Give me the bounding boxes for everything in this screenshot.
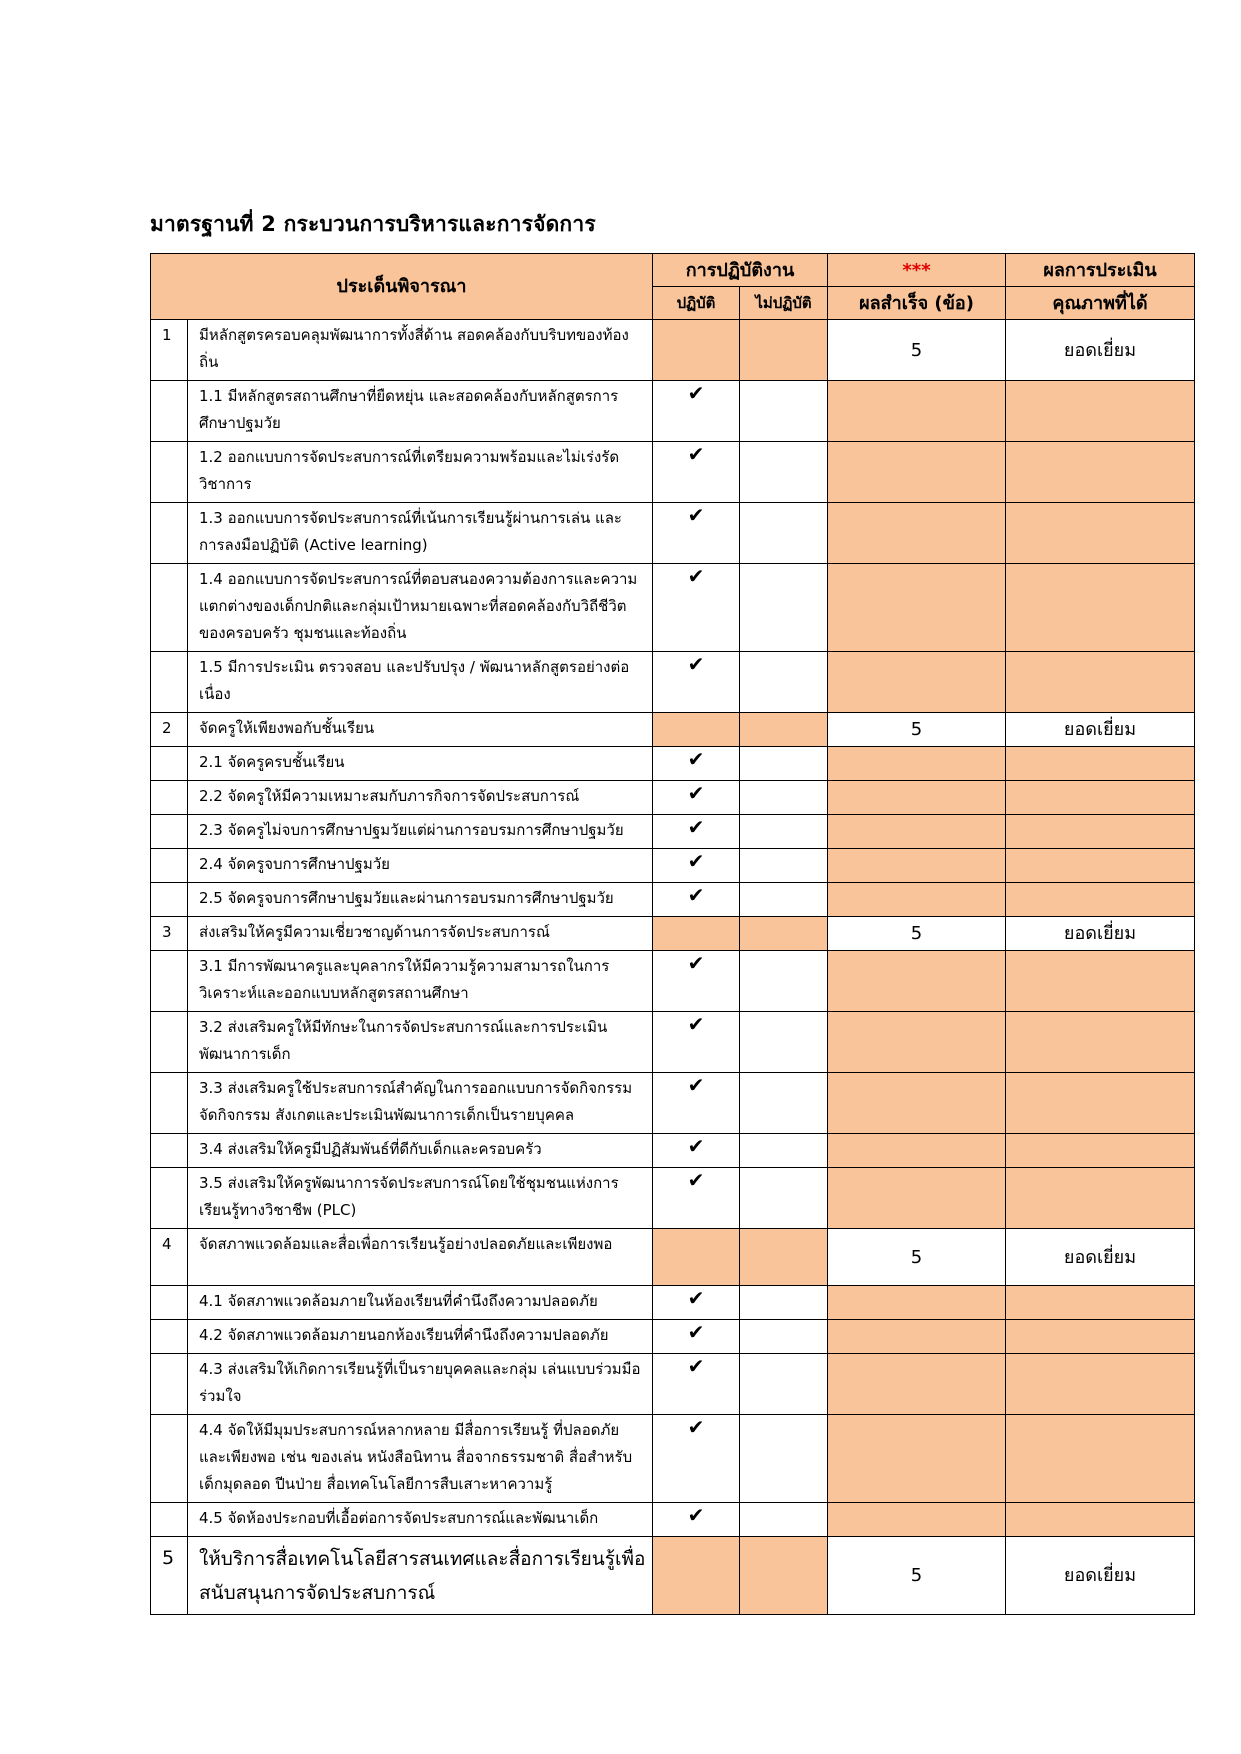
row-number: [151, 883, 188, 917]
row-text: ให้บริการสื่อเทคโนโลยีสารสนเทศและสื่อการเรียนรู้เพื่อสนับสนุนการจัดประสบการณ์: [188, 1537, 653, 1615]
check-icon: ✔: [687, 1286, 705, 1310]
row-text: 2.2 จัดครูให้มีความเหมาะสมกับภารกิจการจัดประสบการณ์: [188, 781, 653, 815]
success-count: [828, 1286, 1006, 1320]
quality-result: ยอดเยี่ยม: [1006, 320, 1195, 381]
criterion-row: [151, 1537, 1195, 1615]
success-count: [828, 1503, 1006, 1537]
quality-result: [1006, 1503, 1195, 1537]
success-count: [828, 1415, 1006, 1503]
not-done-cell: [740, 320, 828, 381]
row-number: [151, 1503, 188, 1537]
row-number: 5: [151, 1537, 188, 1615]
quality-result: [1006, 747, 1195, 781]
not-done-cell: [740, 781, 828, 815]
indicator-row: [151, 849, 1195, 883]
row-number: [151, 1073, 188, 1134]
success-count: [828, 951, 1006, 1012]
criterion-row: [151, 320, 1195, 381]
check-icon: ✔: [687, 781, 705, 805]
quality-result: [1006, 442, 1195, 503]
quality-result: [1006, 883, 1195, 917]
row-text: 3.3 ส่งเสริมครูใช้ประสบการณ์สำคัญในการออกแบบการจัดกิจกรรม จัดกิจกรรม สังเกตและประเมินพัฒนาการเด็กเป็นรายบุคคล: [188, 1073, 653, 1134]
check-icon: ✔: [687, 1354, 705, 1378]
done-cell: [653, 1286, 740, 1320]
row-number: [151, 747, 188, 781]
check-icon: ✔: [687, 1134, 705, 1158]
done-cell: [653, 652, 740, 713]
row-text: 3.4 ส่งเสริมให้ครูมีปฏิสัมพันธ์ที่ดีกับเด็กและครอบครัว: [188, 1134, 653, 1168]
done-cell: [653, 1537, 740, 1615]
header-result-line2: คุณภาพที่ได้: [1006, 287, 1195, 320]
success-count: [828, 1073, 1006, 1134]
indicator-row: [151, 442, 1195, 503]
done-cell: [653, 917, 740, 951]
row-text: 4.5 จัดห้องประกอบที่เอื้อต่อการจัดประสบการณ์และพัฒนาเด็ก: [188, 1503, 653, 1537]
done-cell: [653, 1073, 740, 1134]
check-icon: ✔: [687, 1415, 705, 1439]
row-number: [151, 503, 188, 564]
done-cell: [653, 1012, 740, 1073]
not-done-cell: [740, 1134, 828, 1168]
success-count: 5: [828, 320, 1006, 381]
done-cell: [653, 1320, 740, 1354]
header-topic: ประเด็นพิจารณา: [151, 254, 653, 320]
header-stars: ***: [828, 254, 1006, 287]
row-text: 4.1 จัดสภาพแวดล้อมภายในห้องเรียนที่คำนึงถึงความปลอดภัย: [188, 1286, 653, 1320]
done-cell: [653, 815, 740, 849]
row-text: ส่งเสริมให้ครูมีความเชี่ยวชาญด้านการจัดประสบการณ์: [188, 917, 653, 951]
row-text: 4.2 จัดสภาพแวดล้อมภายนอกห้องเรียนที่คำนึงถึงความปลอดภัย: [188, 1320, 653, 1354]
quality-result: ยอดเยี่ยม: [1006, 1537, 1195, 1615]
row-text: จัดครูให้เพียงพอกับชั้นเรียน: [188, 713, 653, 747]
check-icon: ✔: [687, 849, 705, 873]
header-not-done: ไม่ปฏิบัติ: [740, 287, 828, 320]
quality-result: [1006, 849, 1195, 883]
check-icon: ✔: [687, 815, 705, 839]
row-number: [151, 381, 188, 442]
row-number: 3: [151, 917, 188, 951]
not-done-cell: [740, 849, 828, 883]
row-text: 3.2 ส่งเสริมครูให้มีทักษะในการจัดประสบการณ์และการประเมินพัฒนาการเด็ก: [188, 1012, 653, 1073]
quality-result: [1006, 815, 1195, 849]
check-icon: ✔: [687, 951, 705, 975]
header-practice: การปฏิบัติงาน: [653, 254, 828, 287]
indicator-row: [151, 1503, 1195, 1537]
not-done-cell: [740, 1503, 828, 1537]
check-icon: ✔: [687, 1168, 705, 1192]
done-cell: [653, 381, 740, 442]
indicator-row: [151, 503, 1195, 564]
indicator-row: [151, 781, 1195, 815]
row-text: 2.3 จัดครูไม่จบการศึกษาปฐมวัยแต่ผ่านการอบรมการศึกษาปฐมวัย: [188, 815, 653, 849]
success-count: [828, 883, 1006, 917]
check-icon: ✔: [687, 1320, 705, 1344]
done-cell: [653, 781, 740, 815]
indicator-row: [151, 1134, 1195, 1168]
done-cell: [653, 442, 740, 503]
indicator-row: [151, 564, 1195, 652]
row-number: [151, 1320, 188, 1354]
row-number: 2: [151, 713, 188, 747]
success-count: [828, 1012, 1006, 1073]
quality-result: [1006, 1012, 1195, 1073]
indicator-row: [151, 815, 1195, 849]
success-count: 5: [828, 713, 1006, 747]
success-count: 5: [828, 1537, 1006, 1615]
done-cell: [653, 1168, 740, 1229]
check-icon: ✔: [687, 503, 705, 527]
row-number: [151, 442, 188, 503]
quality-result: [1006, 381, 1195, 442]
row-number: 4: [151, 1229, 188, 1286]
quality-result: [1006, 652, 1195, 713]
indicator-row: [151, 1354, 1195, 1415]
row-text: 1.1 มีหลักสูตรสถานศึกษาที่ยืดหยุ่น และสอดคล้องกับหลักสูตรการศึกษาปฐมวัย: [188, 381, 653, 442]
done-cell: [653, 849, 740, 883]
done-cell: [653, 503, 740, 564]
row-text: จัดสภาพแวดล้อมและสื่อเพื่อการเรียนรู้อย่างปลอดภัยและเพียงพอ: [188, 1229, 653, 1286]
check-icon: ✔: [687, 652, 705, 676]
done-cell: [653, 1415, 740, 1503]
not-done-cell: [740, 917, 828, 951]
row-text: 2.4 จัดครูจบการศึกษาปฐมวัย: [188, 849, 653, 883]
not-done-cell: [740, 564, 828, 652]
done-cell: [653, 951, 740, 1012]
header-result-line1: ผลการประเมิน: [1006, 254, 1195, 287]
row-number: [151, 652, 188, 713]
done-cell: [653, 1134, 740, 1168]
done-cell: [653, 320, 740, 381]
not-done-cell: [740, 1168, 828, 1229]
row-text: มีหลักสูตรครอบคลุมพัฒนาการทั้งสี่ด้าน สอดคล้องกับบริบทของท้องถิ่น: [188, 320, 653, 381]
check-icon: ✔: [687, 564, 705, 588]
criterion-row: [151, 917, 1195, 951]
indicator-row: [151, 951, 1195, 1012]
not-done-cell: [740, 1012, 828, 1073]
not-done-cell: [740, 747, 828, 781]
not-done-cell: [740, 381, 828, 442]
success-count: [828, 442, 1006, 503]
row-text: 4.4 จัดให้มีมุมประสบการณ์หลากหลาย มีสื่อการเรียนรู้ ที่ปลอดภัยและเพียงพอ เช่น ของเล่น หนังสือนิทาน สื่อจากธรรมชาติ สื่อสำหรับเด็กมุดลอด ปีนป่าย สื่อเทคโนโลยีการสืบเสาะหาความรู้: [188, 1415, 653, 1503]
indicator-row: [151, 1415, 1195, 1503]
not-done-cell: [740, 1286, 828, 1320]
check-icon: ✔: [687, 1073, 705, 1097]
check-icon: ✔: [687, 381, 705, 405]
not-done-cell: [740, 503, 828, 564]
not-done-cell: [740, 1073, 828, 1134]
not-done-cell: [740, 652, 828, 713]
not-done-cell: [740, 883, 828, 917]
row-text: 4.3 ส่งเสริมให้เกิดการเรียนรู้ที่เป็นรายบุคคลและกลุ่ม เล่นแบบร่วมมือร่วมใจ: [188, 1354, 653, 1415]
success-count: [828, 1168, 1006, 1229]
row-number: [151, 849, 188, 883]
row-text: 1.2 ออกแบบการจัดประสบการณ์ที่เตรียมความพร้อมและไม่เร่งรัดวิชาการ: [188, 442, 653, 503]
success-count: 5: [828, 1229, 1006, 1286]
quality-result: [1006, 1320, 1195, 1354]
row-number: [151, 1286, 188, 1320]
row-number: [151, 1415, 188, 1503]
row-text: 3.5 ส่งเสริมให้ครูพัฒนาการจัดประสบการณ์โดยใช้ชุมชนแห่งการเรียนรู้ทางวิชาชีพ (PLC): [188, 1168, 653, 1229]
done-cell: [653, 883, 740, 917]
row-text: 1.4 ออกแบบการจัดประสบการณ์ที่ตอบสนองความต้องการและความแตกต่างของเด็กปกติและกลุ่มเป้าหมายเฉพาะที่สอดคล้องกับวิถีชีวิตของครอบครัว ชุมชนและท้องถิ่น: [188, 564, 653, 652]
not-done-cell: [740, 713, 828, 747]
quality-result: [1006, 503, 1195, 564]
indicator-row: [151, 1286, 1195, 1320]
success-count: [828, 781, 1006, 815]
success-count: [828, 381, 1006, 442]
check-icon: ✔: [687, 883, 705, 907]
indicator-row: [151, 1168, 1195, 1229]
quality-result: [1006, 1415, 1195, 1503]
quality-result: ยอดเยี่ยม: [1006, 1229, 1195, 1286]
quality-result: [1006, 564, 1195, 652]
not-done-cell: [740, 442, 828, 503]
page-title: มาตรฐานที่ 2 กระบวนการบริหารและการจัดการ: [150, 212, 596, 236]
row-text: 2.5 จัดครูจบการศึกษาปฐมวัยและผ่านการอบรมการศึกษาปฐมวัย: [188, 883, 653, 917]
not-done-cell: [740, 1415, 828, 1503]
header-done: ปฏิบัติ: [653, 287, 740, 320]
row-number: [151, 951, 188, 1012]
quality-result: [1006, 1073, 1195, 1134]
success-count: [828, 1354, 1006, 1415]
success-count: [828, 564, 1006, 652]
row-number: [151, 564, 188, 652]
not-done-cell: [740, 1537, 828, 1615]
not-done-cell: [740, 1320, 828, 1354]
row-number: [151, 781, 188, 815]
success-count: 5: [828, 917, 1006, 951]
done-cell: [653, 564, 740, 652]
success-count: [828, 815, 1006, 849]
done-cell: [653, 1229, 740, 1286]
success-count: [828, 747, 1006, 781]
indicator-row: [151, 747, 1195, 781]
check-icon: ✔: [687, 442, 705, 466]
success-count: [828, 503, 1006, 564]
quality-result: [1006, 781, 1195, 815]
success-count: [828, 1134, 1006, 1168]
row-text: 2.1 จัดครูครบชั้นเรียน: [188, 747, 653, 781]
indicator-row: [151, 883, 1195, 917]
row-text: 1.3 ออกแบบการจัดประสบการณ์ที่เน้นการเรียนรู้ผ่านการเล่น และการลงมือปฏิบัติ (Active learning): [188, 503, 653, 564]
quality-result: [1006, 1354, 1195, 1415]
assessment-table: [150, 253, 1195, 1615]
check-icon: ✔: [687, 1012, 705, 1036]
done-cell: [653, 1503, 740, 1537]
quality-result: [1006, 1134, 1195, 1168]
row-number: [151, 815, 188, 849]
criterion-row: [151, 713, 1195, 747]
quality-result: [1006, 1168, 1195, 1229]
not-done-cell: [740, 815, 828, 849]
success-count: [828, 849, 1006, 883]
row-number: 1: [151, 320, 188, 381]
check-icon: ✔: [687, 747, 705, 771]
success-count: [828, 1320, 1006, 1354]
quality-result: [1006, 1286, 1195, 1320]
check-icon: ✔: [687, 1503, 705, 1527]
row-text: 1.5 มีการประเมิน ตรวจสอบ และปรับปรุง / พัฒนาหลักสูตรอย่างต่อเนื่อง: [188, 652, 653, 713]
done-cell: [653, 1354, 740, 1415]
quality-result: [1006, 951, 1195, 1012]
indicator-row: [151, 1320, 1195, 1354]
indicator-row: [151, 381, 1195, 442]
row-number: [151, 1134, 188, 1168]
done-cell: [653, 713, 740, 747]
row-text: 3.1 มีการพัฒนาครูและบุคลากรให้มีความรู้ความสามารถในการวิเคราะห์และออกแบบหลักสูตรสถานศึกษา: [188, 951, 653, 1012]
row-number: [151, 1012, 188, 1073]
not-done-cell: [740, 951, 828, 1012]
header-success: ผลสำเร็จ (ข้อ): [828, 287, 1006, 320]
indicator-row: [151, 1073, 1195, 1134]
indicator-row: [151, 652, 1195, 713]
row-number: [151, 1354, 188, 1415]
indicator-row: [151, 1012, 1195, 1073]
quality-result: ยอดเยี่ยม: [1006, 713, 1195, 747]
done-cell: [653, 747, 740, 781]
row-number: [151, 1168, 188, 1229]
success-count: [828, 652, 1006, 713]
quality-result: ยอดเยี่ยม: [1006, 917, 1195, 951]
not-done-cell: [740, 1229, 828, 1286]
criterion-row: [151, 1229, 1195, 1286]
not-done-cell: [740, 1354, 828, 1415]
